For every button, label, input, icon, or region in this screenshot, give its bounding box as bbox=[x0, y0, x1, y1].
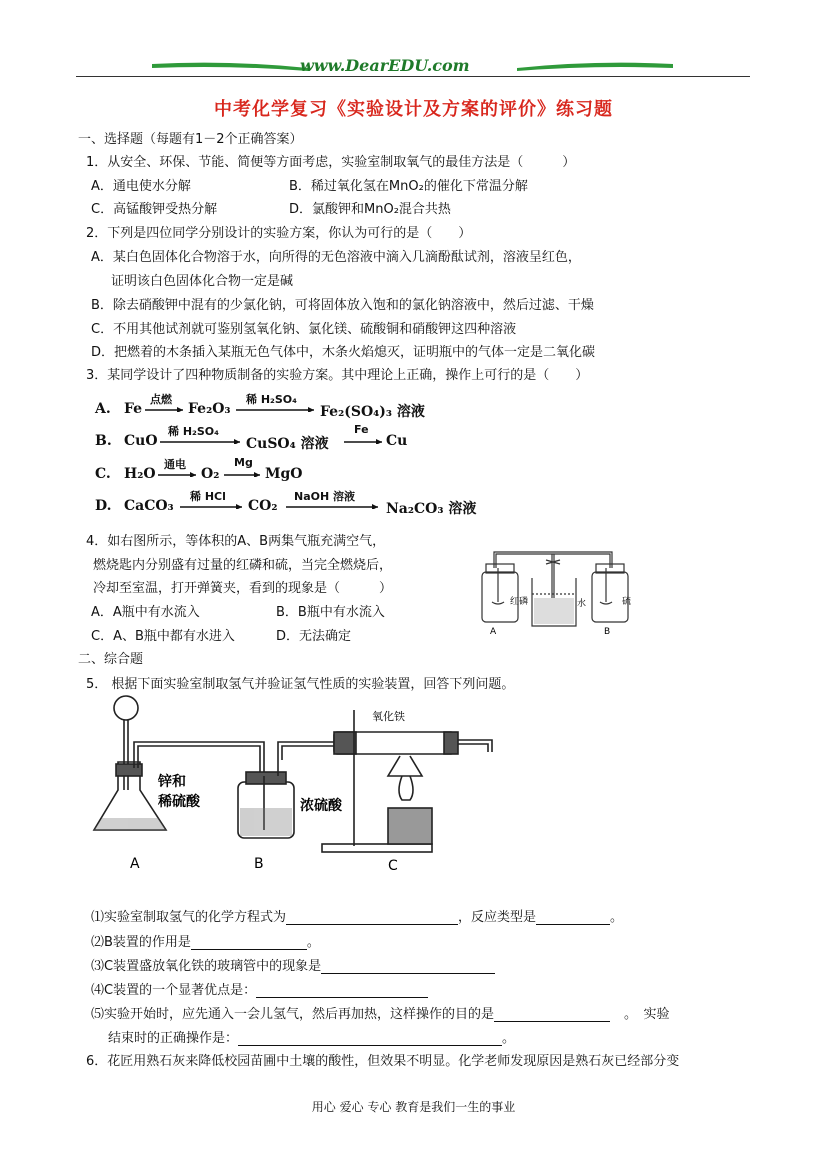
q3-a-reactant: Fe bbox=[124, 401, 143, 417]
q3-c-label: C. bbox=[95, 466, 111, 482]
q3-b-product: Cu bbox=[386, 433, 408, 449]
q3-a-cond1: 点燃 bbox=[150, 393, 172, 406]
q5-apparatus-figure bbox=[82, 690, 502, 880]
q3-d-cond1: 稀 HCl bbox=[190, 490, 226, 503]
q5-part4 bbox=[91, 979, 428, 998]
q4-fig-label-sulfur: 硫 bbox=[622, 597, 632, 607]
q5-part5-text2: 。 实验 bbox=[624, 1007, 670, 1022]
q5-fig-label-b: B bbox=[254, 856, 264, 872]
q3-b-reactant: CuO bbox=[124, 433, 158, 449]
q5-part5-blank2[interactable] bbox=[238, 1031, 502, 1046]
q5-part5-text3: 结束时的正确操作是： bbox=[108, 1031, 239, 1046]
q3-c-cond2: Mg bbox=[234, 456, 253, 469]
q5-part2-blank[interactable] bbox=[191, 935, 307, 950]
q5-part3 bbox=[91, 955, 495, 974]
section1-heading: 一、选择题（每题有1－2个正确答案） bbox=[78, 132, 303, 147]
q5-part1-blank2[interactable] bbox=[536, 910, 610, 925]
q5-fig-label-c: C bbox=[388, 858, 398, 874]
q5-part1-text2: ，反应类型是 bbox=[458, 910, 537, 925]
q5-part5-blank1[interactable] bbox=[494, 1007, 610, 1022]
q2-option-c: C．不用其他试剂就可鉴别氢氧化钠、氯化镁、硫酸铜和硝酸钾这四种溶液 bbox=[91, 322, 517, 337]
q3-d-reactant: CaCO₃ bbox=[124, 498, 174, 514]
q3-b-intermediate: CuSO₄ 溶液 bbox=[246, 436, 329, 452]
q5-part3-text: ⑶C装置盛放氧化铁的玻璃管中的现象是 bbox=[91, 959, 322, 974]
page-title: 中考化学复习《实验设计及方案的评价》练习题 bbox=[214, 99, 613, 120]
q3-b-label: B. bbox=[95, 433, 112, 449]
site-logo-text: www.DearEDU.com bbox=[300, 56, 470, 75]
q6-stem: 6．花匠用熟石灰来降低校园苗圃中土壤的酸性，但效果不明显。化学老师发现原因是熟石灰已经部分变 bbox=[86, 1054, 680, 1069]
q2-option-b: B．除去硝酸钾中混有的少氯化钠，可将固体放入饱和的氯化钠溶液中，然后过滤、干燥 bbox=[91, 298, 594, 313]
q3-d-cond2: NaOH 溶液 bbox=[294, 490, 356, 503]
q1-option-b: B．稀过氧化氢在MnO₂的催化下常温分解 bbox=[289, 179, 528, 194]
header-divider bbox=[76, 76, 750, 77]
q2-option-a-line1: A．某白色固体化合物溶于水，向所得的无色溶液中滴入几滴酚酞试剂，溶液呈红色， bbox=[91, 250, 581, 265]
q3-a-intermediate: Fe₂O₃ bbox=[188, 401, 231, 417]
q5-part5-text: ⑸实验开始时，应先通入一会儿氢气，然后再加热，这样操作的目的是 bbox=[91, 1007, 495, 1022]
q3-d-product: Na₂CO₃ 溶液 bbox=[386, 501, 477, 517]
q4-option-a: A．A瓶中有水流入 bbox=[91, 605, 200, 620]
q3-stem: 3．某同学设计了四种物质制备的实验方案。其中理论上正确，操作上可行的是（ ） bbox=[86, 368, 589, 383]
q3-c-cond1: 通电 bbox=[164, 458, 186, 471]
q3-a-cond2: 稀 H₂SO₄ bbox=[246, 393, 297, 406]
q5-part4-text: ⑷C装置的一个显著优点是： bbox=[91, 983, 257, 998]
q5-part2 bbox=[91, 931, 320, 950]
q2-option-a-line2: 证明该白色固体化合物一定是碱 bbox=[111, 274, 294, 289]
q3-b-cond1: 稀 H₂SO₄ bbox=[168, 425, 219, 438]
q4-option-b: B．B瓶中有水流入 bbox=[276, 605, 385, 620]
header-swoosh-right bbox=[515, 58, 675, 74]
q1-option-d: D．氯酸钾和MnO₂混合共热 bbox=[289, 202, 451, 217]
q5-part1-end: 。 bbox=[610, 910, 624, 925]
q5-part5-line1 bbox=[91, 1003, 670, 1022]
q5-fig-label-zinc1: 锌和 bbox=[158, 774, 186, 790]
q2-option-d: D．把燃着的木条插入某瓶无色气体中，木条火焰熄灭，证明瓶中的气体一定是二氧化碳 bbox=[91, 345, 596, 360]
q4-stem-line1: 4．如右图所示，等体积的A、B两集气瓶充满空气， bbox=[86, 534, 386, 549]
q5-stem: 5． 根据下面实验室制取氢气并验证氢气性质的实验装置，回答下列问题。 bbox=[86, 677, 515, 692]
q5-part1-blank1[interactable] bbox=[286, 910, 458, 925]
q3-c-intermediate: O₂ bbox=[201, 466, 220, 482]
q3-d-label: D. bbox=[95, 498, 112, 514]
q5-fig-label-ironoxide: 氧化铁 bbox=[372, 710, 405, 723]
header-swoosh-left bbox=[150, 58, 310, 74]
q1-option-c: C．高锰酸钾受热分解 bbox=[91, 202, 218, 217]
q3-a-label: A. bbox=[95, 401, 111, 417]
q2-stem: 2．下列是四位同学分别设计的实验方案，你认为可行的是（ ） bbox=[86, 226, 472, 241]
page-footer: 用心 爱心 专心 教育是我们一生的事业 bbox=[311, 1100, 516, 1114]
q5-fig-label-a: A bbox=[130, 856, 140, 872]
q4-apparatus-figure bbox=[474, 528, 644, 643]
q4-stem-line3: 冷却至室温，打开弹簧夹，看到的现象是（ ） bbox=[93, 581, 393, 596]
q4-option-c: C．A、B瓶中都有水进入 bbox=[91, 629, 235, 644]
q1-option-a: A．通电使水分解 bbox=[91, 179, 191, 194]
q5-part1 bbox=[91, 906, 623, 925]
q4-fig-label-redp: 红磷 bbox=[510, 597, 529, 607]
q5-part4-blank[interactable] bbox=[256, 983, 428, 998]
q3-a-product: Fe₂(SO₄)₃ 溶液 bbox=[320, 404, 425, 420]
q5-part5-end: 。 bbox=[502, 1031, 516, 1046]
q3-c-product: MgO bbox=[265, 466, 303, 482]
q5-part1-text: ⑴实验室制取氢气的化学方程式为 bbox=[91, 910, 287, 925]
q4-fig-label-water: 水 bbox=[577, 599, 587, 609]
q5-part2-text: ⑵B装置的作用是 bbox=[91, 935, 191, 950]
q4-stem-line2: 燃烧匙内分别盛有过量的红磷和硫，当完全燃烧后， bbox=[93, 558, 393, 573]
q5-fig-label-zinc2: 稀硫酸 bbox=[158, 794, 200, 810]
q4-fig-label-b: B bbox=[604, 627, 611, 637]
q1-stem: 1．从安全、环保、节能、简便等方面考虑，实验室制取氧气的最佳方法是（ ） bbox=[86, 155, 576, 170]
q5-part5-line2 bbox=[108, 1027, 515, 1046]
q5-fig-label-conc: 浓硫酸 bbox=[300, 798, 342, 814]
section2-heading: 二、综合题 bbox=[78, 652, 144, 667]
q3-b-cond2: Fe bbox=[354, 423, 369, 436]
q4-fig-label-a: A bbox=[490, 627, 497, 637]
q3-c-reactant: H₂O bbox=[124, 466, 156, 482]
q5-part3-blank[interactable] bbox=[321, 959, 495, 974]
q5-part2-end: 。 bbox=[306, 935, 320, 950]
q3-d-intermediate: CO₂ bbox=[248, 498, 278, 514]
q4-option-d: D．无法确定 bbox=[276, 629, 352, 644]
